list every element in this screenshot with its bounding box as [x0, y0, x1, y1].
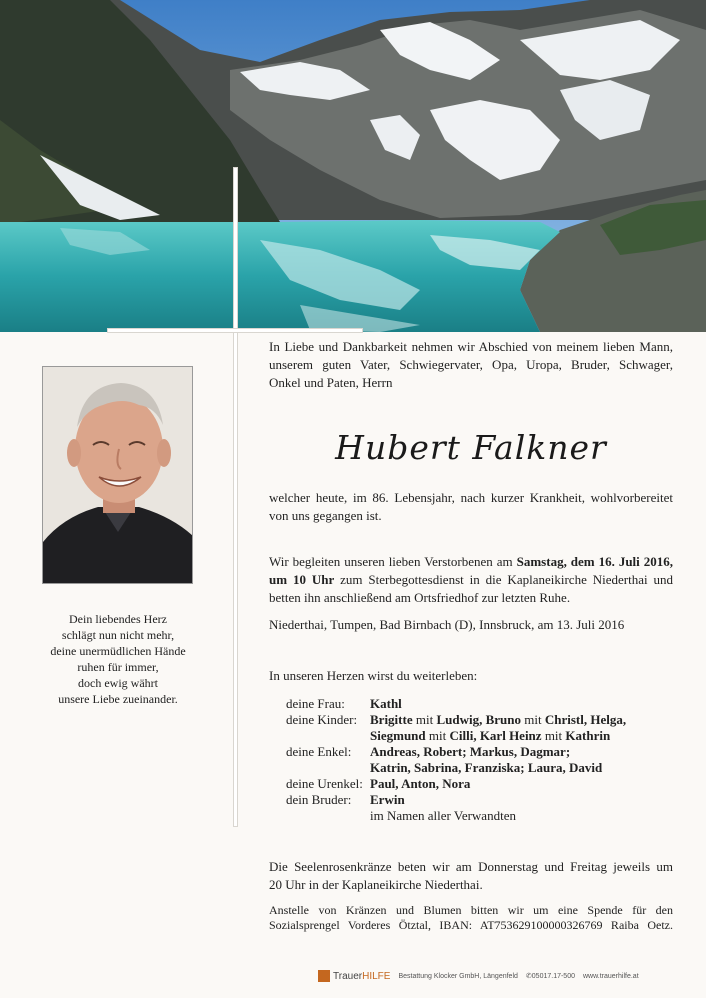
intro-line: In Liebe und Dankbarkeit nehmen wir Abschied von meinem lieben Mann, [269, 339, 673, 354]
notice-line: welcher heute, im 86. Lebensjahr, nach kurzer Krankheit, wohlvorbereitet [269, 490, 673, 505]
footer-company: Bestattung Klocker GmbH, Längenfeld [398, 972, 518, 980]
relative-names: Erwin [370, 792, 405, 807]
relative-role: deine Enkel: [286, 744, 352, 759]
funeral-text: zum Sterbegottesdienst in die Kaplaneikirche Niederthai und [334, 572, 673, 587]
funeral-details [269, 553, 673, 607]
funeral-text: betten ihn anschließend am Ortsfriedhof zur letzten Ruhe. [269, 590, 571, 605]
funeral-date: Samstag, dem 16. Juli 2016, [516, 554, 674, 569]
relative-names: Siegmund mit Cilli, Karl Heinz mit Kathrin [370, 728, 611, 743]
verse-line: deine unermüdlichen Hände [50, 644, 186, 658]
verse-line: Dein liebendes Herz [69, 612, 167, 626]
relative-names: Kathl [370, 696, 402, 711]
donation-line: Anstelle von Kränzen und Blumen bitten wir um eine Spende für den [269, 903, 673, 917]
intro-text [269, 338, 673, 392]
rosary-line: Die Seelenrosenkränze beten wir am Donnerstag und Freitag jeweils um [269, 859, 673, 874]
relative-row [286, 728, 626, 744]
relative-role: deine Kinder: [286, 712, 358, 727]
donation-line: Sozialsprengel Vorderes Ötztal, IBAN: AT753629100000326769 Raiba Oetz. [269, 918, 673, 932]
relative-role: deine Urenkel: [286, 776, 363, 791]
relative-row [286, 696, 626, 712]
in-our-hearts-text: In unseren Herzen wirst du weiterleben: [269, 668, 478, 683]
mountain-lake-photo [0, 0, 706, 332]
relative-role: dein Bruder: [286, 792, 352, 807]
footer-website[interactable]: www.trauerhilfe.at [583, 972, 639, 980]
death-notice-text [269, 489, 673, 525]
portrait-photo [42, 366, 193, 584]
deceased-name: Hubert Falkner [335, 428, 607, 467]
funeral-text: Wir begleiten unseren lieben Verstorbenen am [269, 554, 517, 569]
trauerhilfe-logo-icon [318, 970, 330, 982]
trauerhilfe-logo: TrauerHILFE [333, 970, 391, 982]
rosary-line: 20 Uhr in der Kaplaneikirche Niederthai. [269, 877, 483, 892]
verse-line: schlägt nun nicht mehr, [61, 628, 175, 642]
funeral-time: um 10 Uhr [269, 572, 335, 587]
verse-line: doch ewig währt [78, 676, 158, 690]
notice-line: von uns gegangen ist. [269, 508, 382, 523]
relative-names: Andreas, Robert; Markus, Dagmar; [370, 744, 571, 759]
relative-names: Katrin, Sabrina, Franziska; Laura, David [370, 760, 603, 775]
relative-row [286, 776, 626, 792]
relative-names: Brigitte mit Ludwig, Bruno mit Christl, Helga, [370, 712, 627, 727]
rosary-notice [269, 858, 673, 894]
cross-horizontal-line [108, 329, 362, 332]
intro-line: unserem guten Vater, Schwiegervater, Opa, Uropa, Bruder, Schwager, [269, 357, 673, 372]
relative-role: deine Frau: [286, 696, 345, 711]
footer [318, 970, 639, 982]
relative-row [286, 792, 626, 808]
intro-line: Onkel und Paten, Herrn [269, 375, 393, 390]
footer-phone: ✆05017.17-500 [525, 973, 575, 980]
place-and-date: Niederthai, Tumpen, Bad Birnbach (D), Innsbruck, am 13. Juli 2016 [269, 617, 625, 632]
relatives-list [286, 696, 626, 824]
memorial-verse [28, 611, 208, 707]
donation-notice [269, 903, 673, 933]
relative-names: Paul, Anton, Nora [370, 776, 471, 791]
relative-row [286, 744, 626, 760]
relative-row [286, 712, 626, 728]
relative-row [286, 760, 626, 776]
verse-line: ruhen für immer, [77, 660, 159, 674]
cross-vertical-line [234, 168, 237, 826]
all-relatives-text: im Namen aller Verwandten [370, 808, 516, 823]
verse-line: unsere Liebe zueinander. [58, 692, 178, 706]
